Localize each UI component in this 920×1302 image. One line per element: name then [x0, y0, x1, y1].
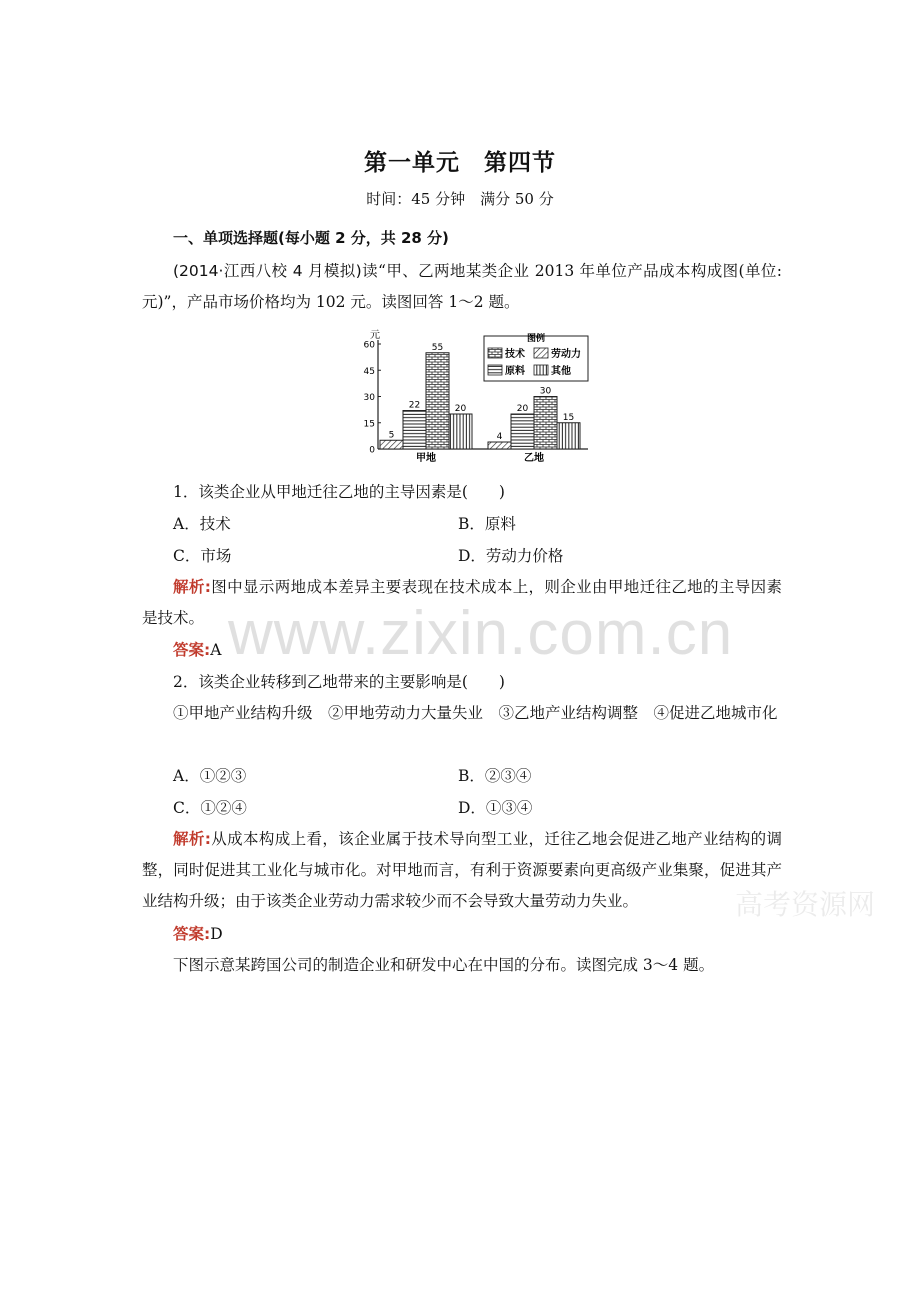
q2-analysis-text: 从成本构成上看，该企业属于技术导向型工业，迁往乙地会促进乙地产业结构的调整，同时促进其工业化与城市化。对甲地而言，有利于资源要素向更高级产业集聚，促进其产业结构升级；由于该类企业劳动力需求较少而不会导致大量劳动力失业。: [142, 830, 782, 910]
legend-swatch: [488, 365, 502, 375]
bar-0-3: [449, 414, 472, 449]
q1-answer-label: 答案:: [173, 641, 211, 659]
bar-value-label: 30: [539, 386, 552, 397]
q2-analysis-label: 解析:: [173, 830, 211, 848]
bar-value-label: 20: [516, 404, 529, 414]
bar-0-0: [380, 440, 403, 449]
q2-option-d[interactable]: D．①③④: [458, 799, 533, 817]
q2-option-c[interactable]: C．①②④: [173, 799, 247, 817]
x-category-label: 甲地: [416, 453, 436, 464]
bar-value-label: 4: [496, 432, 503, 442]
intro-source: (2014·江西八校 4 月模拟): [173, 262, 362, 280]
y-tick-label: 0: [369, 445, 375, 456]
section-heading: 一、单项选择题(每小题 2 分，共 28 分): [173, 229, 449, 247]
q1-analysis: [142, 572, 782, 634]
bar-1-3: [557, 423, 580, 449]
intro-text: 读“甲、乙两地某类企业 2013 年单位产品成本构成图(单位:元)”，产品市场价格均为 102 元。读图回答 1～2 题。: [142, 262, 782, 311]
legend-swatch: [534, 348, 548, 358]
bar-value-label: 5: [388, 430, 395, 441]
y-tick-label: 15: [363, 419, 375, 430]
watermark: www.zixin.com.cn: [228, 599, 734, 668]
y-tick-label: 60: [363, 340, 375, 351]
bar-1-0: [488, 442, 511, 449]
bar-value-label: 15: [562, 412, 575, 423]
q1-option-d[interactable]: D．劳动力价格: [458, 547, 564, 565]
bar-1-1: [511, 414, 534, 449]
bar-value-label: 20: [454, 404, 467, 414]
intro-paragraph: [142, 256, 782, 318]
q1-answer: [173, 640, 221, 660]
x-category-label: 乙地: [524, 453, 544, 464]
y-tick-label: 45: [363, 366, 375, 377]
q1-answer-value: A: [210, 641, 222, 659]
q2-answer-value: D: [210, 925, 223, 943]
bar-value-label: 22: [408, 400, 421, 411]
q2-option-a[interactable]: A．①②③: [173, 767, 247, 785]
cost-structure-chart: [360, 324, 592, 468]
page-subtitle: 时间：45 分钟 满分 50 分: [366, 190, 554, 208]
q1-option-c[interactable]: C．市场: [173, 547, 232, 565]
y-tick-label: 30: [363, 393, 375, 403]
next-instruction: 下图示意某跨国公司的制造企业和研发中心在中国的分布。读图完成 3～4 题。: [173, 956, 715, 974]
watermark-side: 高考资源网: [735, 888, 876, 921]
q2-option-b[interactable]: B．②③④: [458, 767, 532, 785]
y-axis-label: 元: [370, 330, 380, 341]
legend-label: 技术: [505, 349, 525, 360]
legend-label: 其他: [551, 366, 571, 377]
q1-analysis-text: 图中显示两地成本差异主要表现在技术成本上，则企业由甲地迁往乙地的主导因素是技术。: [142, 578, 782, 627]
page-title: 第一单元 第四节: [364, 150, 556, 176]
chart-svg: [360, 324, 592, 468]
bar-value-label: 55: [431, 342, 444, 353]
q1-stem: 1．该类企业从甲地迁往乙地的主导因素是( ): [173, 483, 505, 501]
bar-0-1: [403, 411, 426, 450]
legend-swatch: [488, 348, 502, 358]
legend-title: 图例: [526, 334, 546, 344]
q2-stem: 2．该类企业转移到乙地带来的主要影响是( ): [173, 673, 505, 691]
q2-answer: [173, 924, 223, 944]
legend-label: 原料: [505, 366, 525, 377]
q2-answer-label: 答案:: [173, 925, 211, 943]
legend-swatch: [534, 365, 548, 375]
q2-statements: ①甲地产业结构升级 ②甲地劳动力大量失业 ③乙地产业结构调整 ④促进乙地城市化: [173, 704, 778, 722]
q1-option-b[interactable]: B．原料: [458, 515, 516, 533]
q2-analysis: [142, 824, 782, 917]
legend-label: 劳动力: [551, 349, 581, 360]
q1-analysis-label: 解析:: [173, 578, 211, 596]
bar-1-2: [534, 397, 557, 450]
q1-option-a[interactable]: A．技术: [173, 515, 231, 533]
bar-0-2: [426, 353, 449, 449]
